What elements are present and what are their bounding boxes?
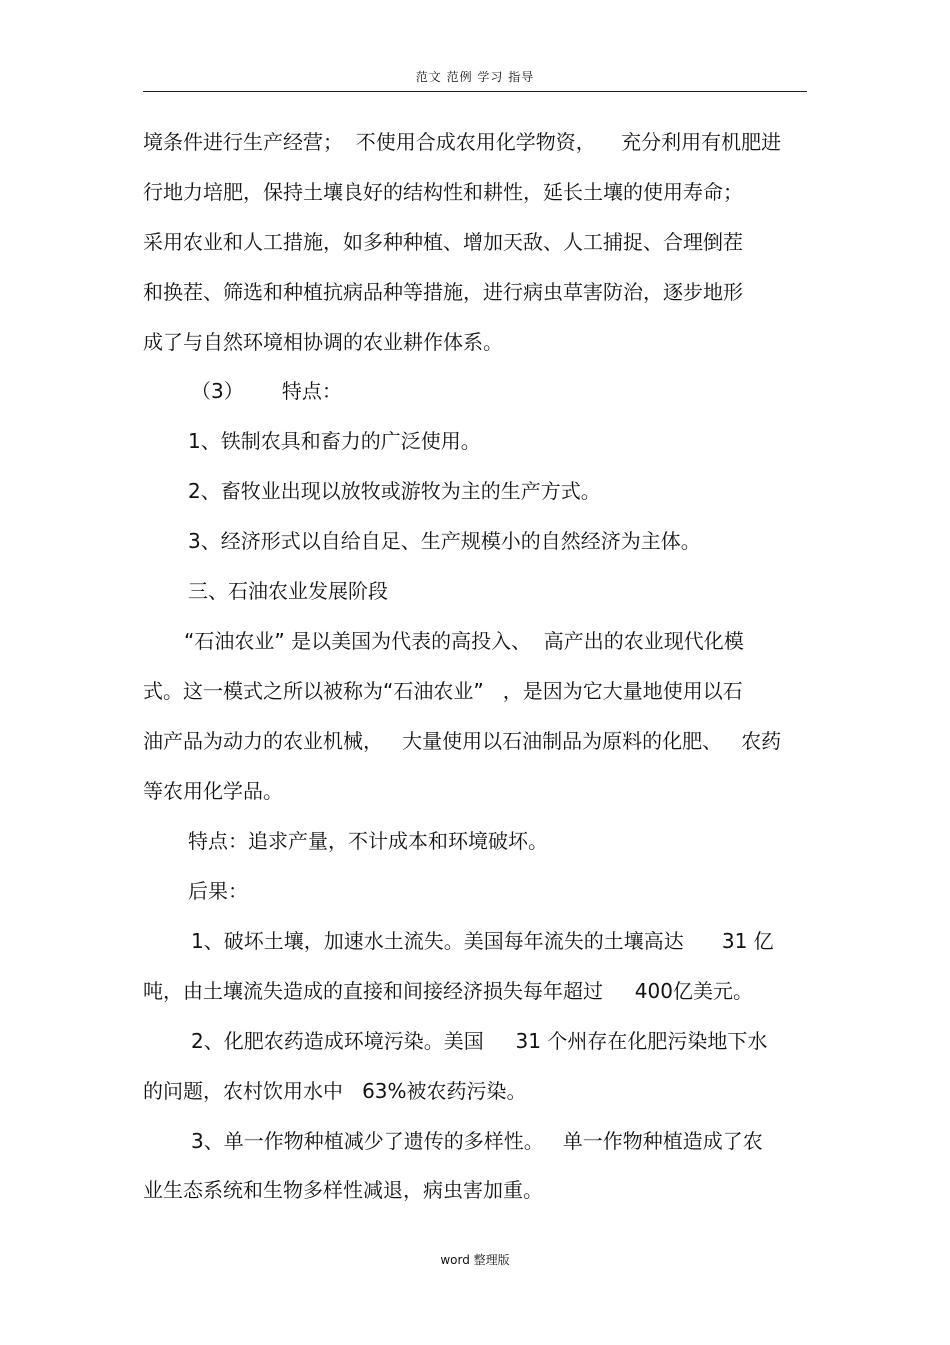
consequence-2: 2、化肥农药造成环境污染。美国 31 个州存在化肥污染地下水	[191, 1029, 768, 1053]
body-line-3: 采用农业和人工措施，如多种种植、增加天敌、人工捕捉、合理倒茬	[143, 230, 743, 254]
body-line-7: 式。这一模式之所以被称为“石油农业” ，是因为它大量地使用以石	[143, 679, 743, 703]
body-line-4: 和换茬、筛选和种植抗病品种等措施，进行病虫草害防治，逐步地形	[143, 280, 743, 304]
body-line-1: 境条件进行生产经营； 不使用合成农用化学物资， 充分利用有机肥进	[143, 130, 782, 154]
features-line: 特点：追求产量，不计成本和环境破坏。	[188, 829, 548, 853]
consequence-1: 1、破坏土壤，加速水土流失。美国每年流失的土壤高达 31 亿	[191, 929, 774, 953]
section-heading-petroleum: 三、石油农业发展阶段	[188, 579, 388, 603]
body-line-6: “石油农业” 是以美国为代表的高投入、 高产出的农业现代化模	[184, 629, 744, 653]
list-item-3: 3、经济形式以自给自足、生产规模小的自然经济为主体。	[188, 529, 701, 553]
consequence-1-cont: 吨，由土壤流失造成的直接和间接经济损失每年超过 400亿美元。	[143, 979, 753, 1003]
page-footer: word 整理版	[440, 1253, 510, 1267]
consequences-heading: 后果：	[188, 879, 248, 903]
body-line-8: 油产品为动力的农业机械， 大量使用以石油制品为原料的化肥、 农药	[143, 729, 782, 753]
consequence-3-cont: 业生态系统和生物多样性减退，病虫害加重。	[143, 1178, 543, 1202]
page-header: 范文 范例 学习 指导	[415, 70, 535, 84]
list-item-2: 2、畜牧业出现以放牧或游牧为主的生产方式。	[188, 479, 601, 503]
body-line-2: 行地力培肥，保持土壤良好的结构性和耕性，延长土壤的使用寿命；	[143, 180, 743, 204]
consequence-3: 3、单一作物种植减少了遗传的多样性。 单一作物种植造成了农	[191, 1129, 763, 1153]
header-divider	[143, 91, 807, 92]
body-line-9: 等农用化学品。	[143, 779, 283, 803]
consequence-2-cont: 的问题，农村饮用水中 63%被农药污染。	[143, 1079, 527, 1103]
section-heading-features: （3） 特点：	[191, 379, 342, 403]
list-item-1: 1、铁制农具和畜力的广泛使用。	[188, 429, 481, 453]
body-line-5: 成了与自然环境相协调的农业耕作体系。	[143, 330, 503, 354]
